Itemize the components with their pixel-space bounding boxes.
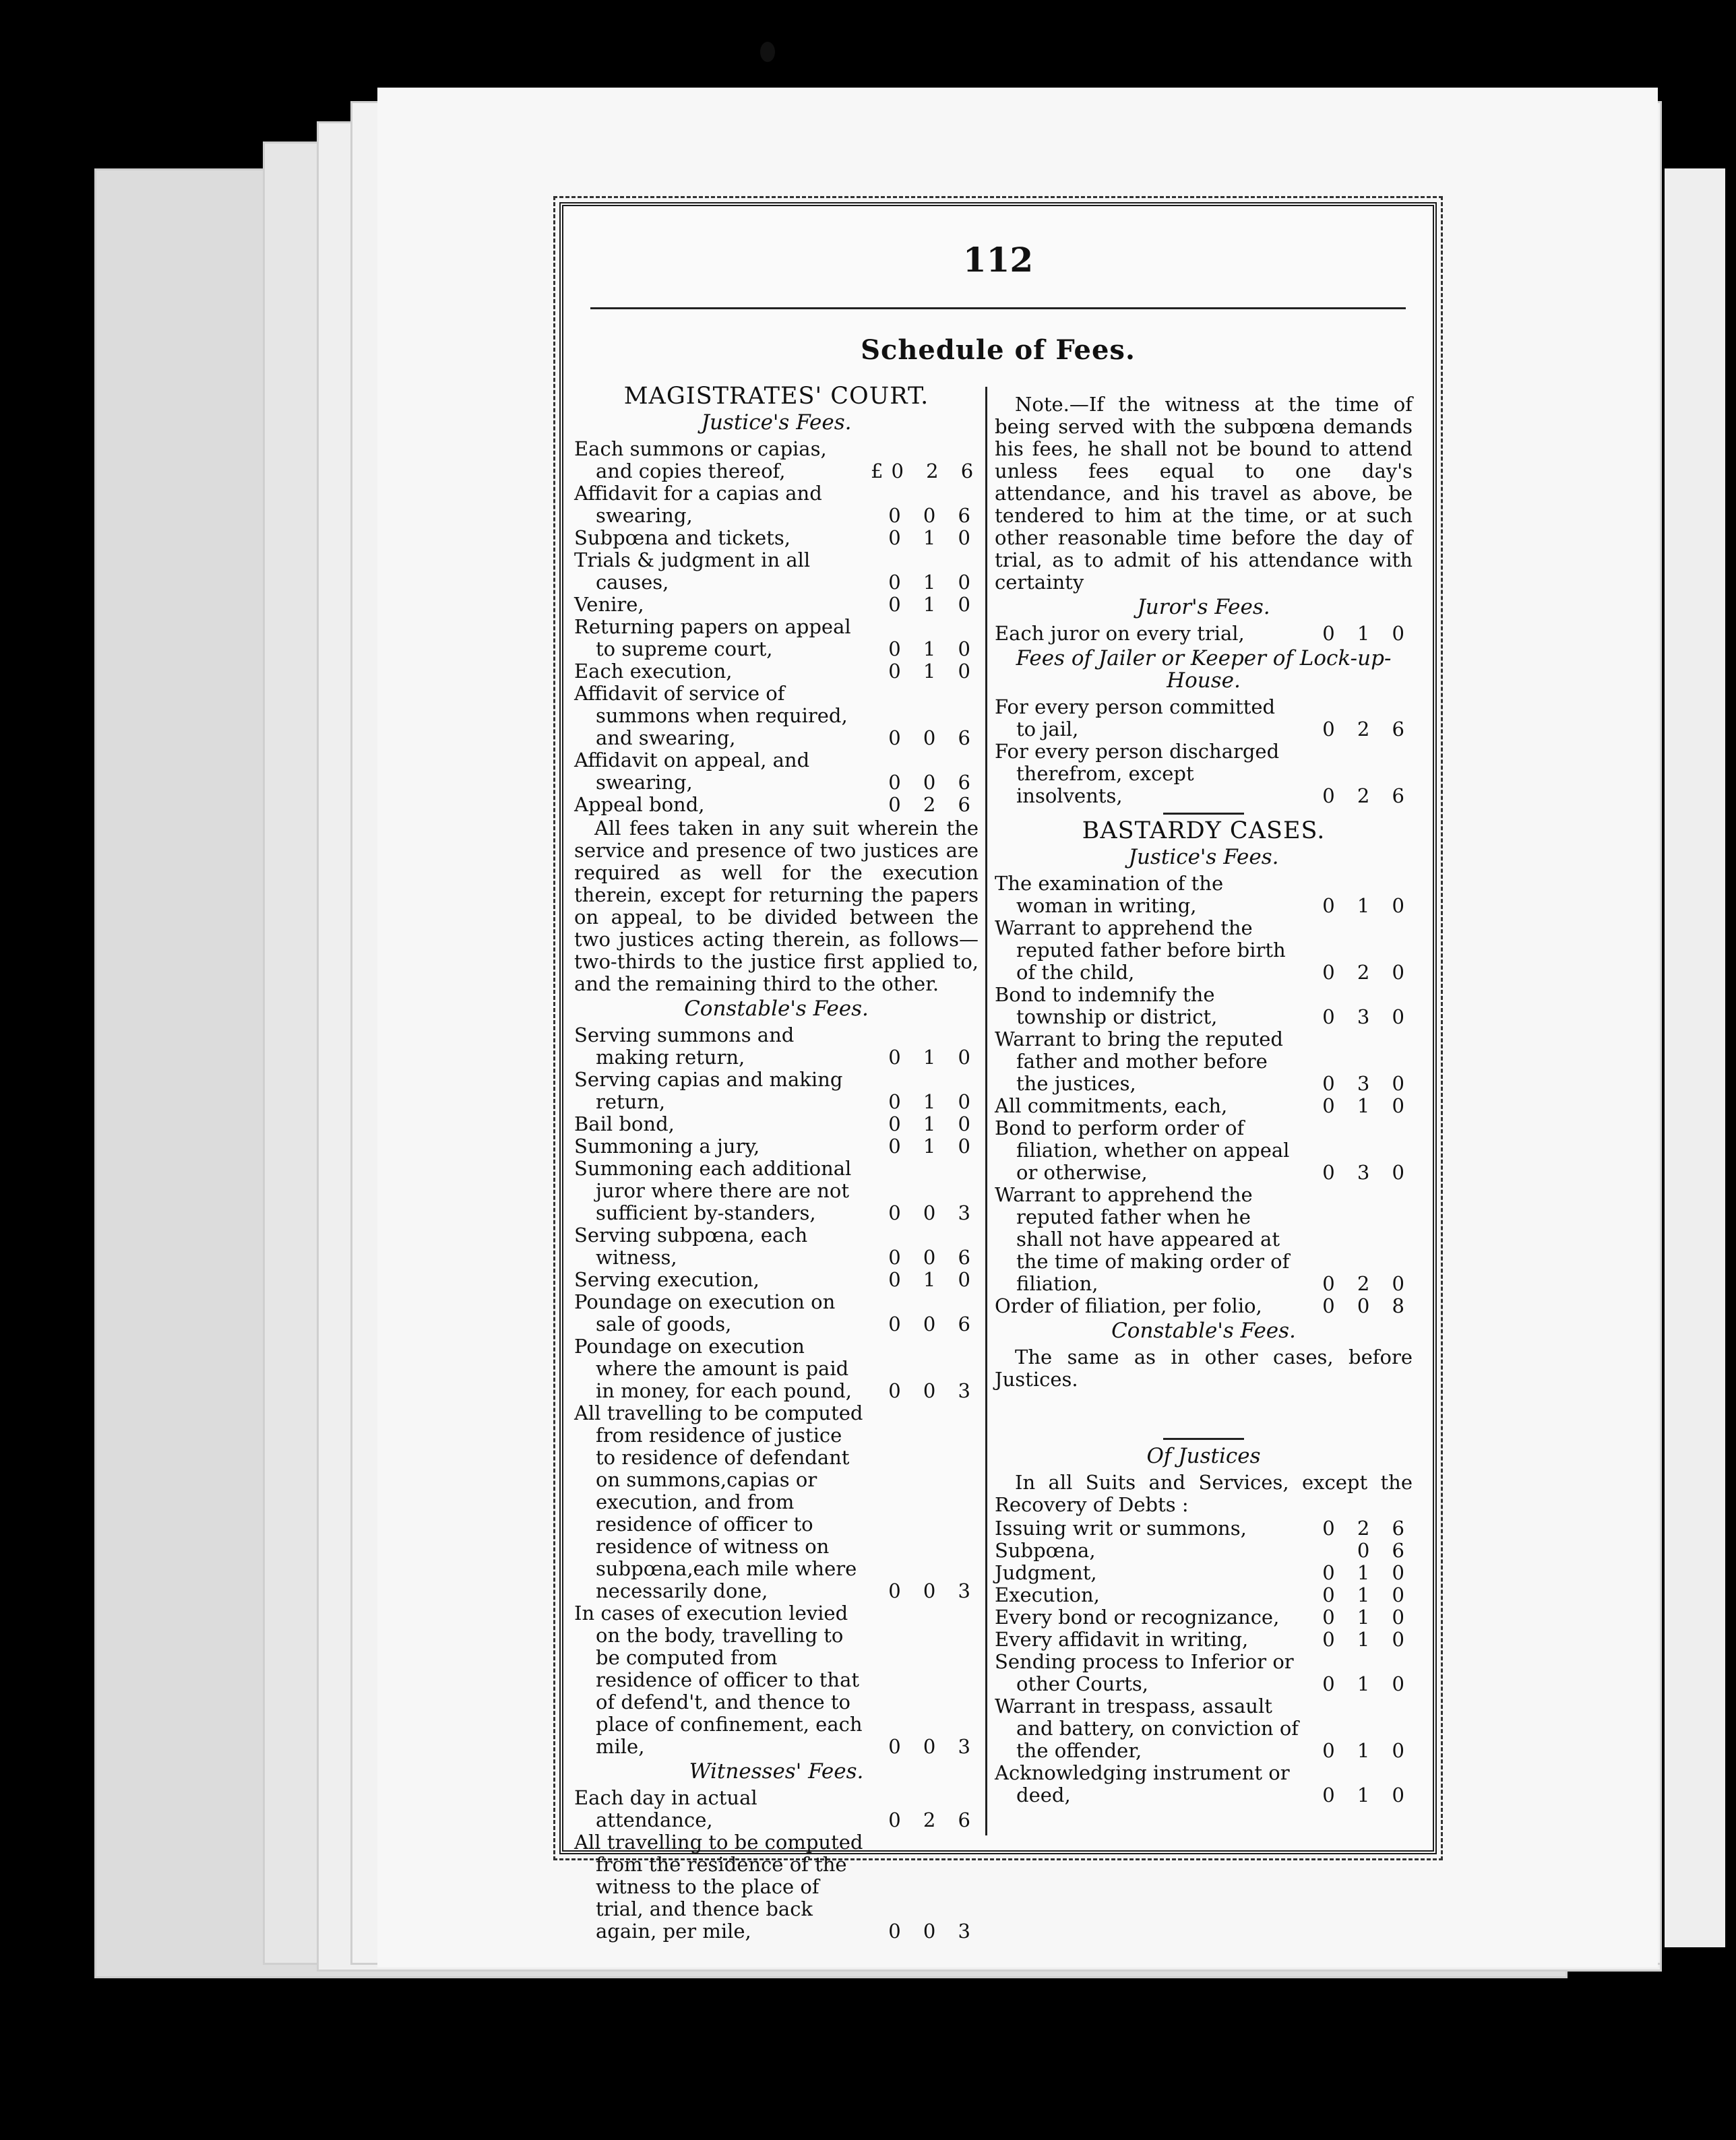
of-justices-intro: In all Suits and Services, except the Recovery of Debts : (995, 1471, 1413, 1516)
header-rule (590, 307, 1406, 309)
fee-description: In cases of execution levied on the body, travelling to be computed from residence of officer to that of defend't, and thence to place of confinement, each mile, (574, 1602, 863, 1758)
fee-amount: 0 1 0 (1322, 1628, 1413, 1651)
fee-amount: 0 2 6 (888, 1808, 979, 1831)
fee-amount: 0 1 0 (888, 1046, 979, 1069)
fee-amount: 0 0 6 (888, 771, 979, 794)
fee-amount: 0 1 0 (1322, 1672, 1413, 1695)
fee-row (574, 594, 979, 616)
fee-description: Serving summons and making return, (574, 1024, 795, 1069)
fee-amount: 0 6 (1357, 1539, 1413, 1562)
fee-row (574, 549, 979, 594)
fee-description: Venire, (574, 593, 644, 616)
fee-amount: 0 1 0 (888, 1135, 979, 1158)
fee-row (995, 984, 1413, 1028)
fee-amount: 0 0 3 (888, 1579, 979, 1602)
fee-description: Affidavit for a capias and swearing, (574, 482, 822, 527)
fee-amount: 0 1 0 (1322, 894, 1413, 917)
fee-description: Every bond or recognizance, (995, 1606, 1280, 1629)
bastardy-justice-heading: Justice's Fees. (1128, 845, 1279, 869)
fee-row (574, 1291, 979, 1335)
fee-amount: 0 2 0 (1322, 961, 1413, 984)
jailer-fees-heading: Fees of Jailer or Keeper of Lock-up-House. (1016, 646, 1392, 693)
fee-description: Poundage on execution on sale of goods, (574, 1290, 836, 1335)
constable-fees-list (574, 1024, 979, 1758)
fee-amount: 0 2 6 (1322, 718, 1413, 741)
fee-description: Bail bond, (574, 1112, 675, 1135)
fee-description: Warrant to bring the reputed father and mother before the justices, (995, 1028, 1283, 1095)
fee-row (574, 1787, 979, 1831)
fee-row (995, 917, 1413, 984)
fee-description: Acknowledging instrument or deed, (995, 1761, 1290, 1806)
fee-amount: 0 0 6 (888, 1313, 979, 1335)
fee-row (574, 1024, 979, 1069)
fee-description: Issuing writ or summons, (995, 1517, 1247, 1540)
fee-description: All travelling to be computed from the residence of the witness to the place of trial, and thence back again, per mile, (574, 1831, 863, 1943)
fee-row (574, 749, 979, 794)
fee-amount: 0 2 6 (1322, 1517, 1413, 1540)
fee-row (995, 1695, 1413, 1762)
fee-description: Subpœna, (995, 1539, 1096, 1562)
fee-description: Warrant to apprehend the reputed father when he shall not have appeared at the time of making order of filiation, (995, 1183, 1290, 1295)
justice-fees-heading: Justice's Fees. (701, 410, 852, 435)
fee-amount: 0 0 6 (888, 504, 979, 527)
fee-description: Order of filiation, per folio, (995, 1294, 1262, 1317)
fee-row (995, 623, 1413, 645)
fee-description: Appeal bond, (574, 793, 705, 816)
fee-description: The examination of the woman in writing, (995, 872, 1224, 917)
juror-fees-heading: Juror's Fees. (1137, 595, 1270, 619)
juror-fees-list (995, 623, 1413, 645)
fee-description: Every affidavit in writing, (995, 1628, 1249, 1651)
fee-amount: 0 0 3 (888, 1920, 979, 1943)
fee-row (574, 482, 979, 527)
fee-amount: 0 2 6 (1322, 784, 1413, 807)
fee-description: Each execution, (574, 660, 733, 683)
bastardy-fees-list (995, 873, 1413, 1317)
spacer (995, 1392, 1413, 1433)
fee-amount: 0 2 6 (888, 793, 979, 816)
fee-description: Execution, (995, 1583, 1100, 1606)
fee-description: Judgment, (995, 1561, 1097, 1584)
fee-row (574, 1135, 979, 1158)
specks (760, 42, 775, 62)
fee-amount: 0 0 6 (888, 1246, 979, 1269)
fee-row (995, 1028, 1413, 1095)
fee-row (574, 1069, 979, 1113)
fee-description: Returning papers on appeal to supreme court, (574, 615, 851, 660)
fee-row (574, 616, 979, 660)
fee-row (574, 683, 979, 749)
fee-row (995, 1562, 1413, 1584)
fee-description: All travelling to be computed from residence of justice to residence of defendant on summons,capias or execution, and from residence of officer to residence of witness on subpœna,each mile where necessarily done, (574, 1402, 863, 1602)
fee-amount: 0 0 3 (888, 1735, 979, 1758)
fee-row (574, 1269, 979, 1291)
right-column (995, 392, 1413, 1806)
fee-description: Summoning each additional juror where there are not sufficient by-standers, (574, 1157, 852, 1224)
fee-amount: 0 1 0 (888, 571, 979, 594)
fee-description: Affidavit on appeal, and swearing, (574, 749, 810, 794)
fee-description: Each summons or capias, and copies thereof, (574, 437, 827, 482)
of-justices-fees-list (995, 1517, 1413, 1806)
column-divider (985, 387, 987, 1835)
court-heading: MAGISTRATES' COURT. (623, 383, 929, 410)
fee-amount: 0 1 0 (888, 660, 979, 683)
fee-amount: £0 2 6 (871, 460, 982, 482)
left-column (574, 383, 982, 1943)
fee-description: Each day in actual attendance, (574, 1786, 757, 1831)
fee-row (995, 1517, 1413, 1540)
fee-amount: 0 1 0 (1322, 622, 1413, 645)
fee-row (574, 1113, 979, 1135)
fee-amount: 0 1 0 (888, 1268, 979, 1291)
fee-amount: 0 3 0 (1322, 1161, 1413, 1184)
fee-amount: 0 3 0 (1322, 1072, 1413, 1095)
fee-row (574, 1831, 979, 1943)
fee-description: Serving capias and making return, (574, 1068, 843, 1113)
fee-row (995, 1117, 1413, 1184)
fee-amount: 0 1 0 (1322, 1784, 1413, 1806)
fee-row (574, 1158, 979, 1224)
fee-row (995, 873, 1413, 917)
fee-row (995, 1606, 1413, 1629)
fee-row (574, 660, 979, 683)
page-number: 112 (962, 240, 1034, 280)
of-justices-heading: Of Justices (1146, 1444, 1261, 1468)
fee-amount: 0 1 0 (1322, 1606, 1413, 1629)
fee-row (574, 1602, 979, 1758)
bastardy-constable-heading: Constable's Fees. (1111, 1319, 1296, 1343)
fee-row (574, 1335, 979, 1402)
fee-description: Subpœna and tickets, (574, 526, 790, 549)
fee-row (995, 1762, 1413, 1806)
fee-amount: 0 0 3 (888, 1379, 979, 1402)
fee-amount: 0 0 8 (1322, 1294, 1413, 1317)
fee-description: Affidavit of service of summons when required, and swearing, (574, 682, 848, 749)
fee-amount: 0 1 0 (888, 1112, 979, 1135)
fee-amount: 0 3 0 (1322, 1005, 1413, 1028)
fee-amount: 0 0 3 (888, 1201, 979, 1224)
fee-row (574, 437, 982, 482)
fee-amount: 0 1 0 (888, 637, 979, 660)
fee-description: Bond to indemnify the township or district, (995, 983, 1218, 1028)
fee-row (574, 527, 979, 549)
fee-row (995, 1629, 1413, 1651)
witness-fees-heading: Witnesses' Fees. (689, 1759, 864, 1784)
fee-row (995, 1651, 1413, 1695)
fee-description: Summoning a jury, (574, 1135, 760, 1158)
fee-row (995, 696, 1413, 741)
fee-amount: 0 1 0 (888, 526, 979, 549)
fee-amount: 0 1 0 (888, 1090, 979, 1113)
justice-fees-note: All fees taken in any suit wherein the service and presence of two justices are required as well for the execution therein, except for returning the papers on appeal, to be divided between the two justices acting therein, as follows—two-thirds to the justice first applied to, and the remaining third to the other. (574, 817, 979, 995)
witness-note: Note.—If the witness at the time of being served with the subpœna demands his fees, he shall not be bound to attend unless fees equal to one day's attendance, and his travel as above, be tendered to him at the time, or at such other reasonable time before the day of trial, as to admit of his attendance with certainty (995, 393, 1413, 594)
fee-description: All commitments, each, (995, 1094, 1228, 1117)
bastardy-heading: BASTARDY CASES. (1082, 817, 1326, 844)
fee-description: Serving subpœna, each witness, (574, 1224, 808, 1269)
fee-amount: 0 1 0 (1322, 1561, 1413, 1584)
fee-description: For every person committed to jail, (995, 695, 1276, 741)
fee-row (995, 1095, 1413, 1117)
fee-row (574, 1224, 979, 1269)
fee-row (995, 1295, 1413, 1317)
fee-row (995, 1584, 1413, 1606)
fee-row (574, 1402, 979, 1602)
fee-row (995, 1184, 1413, 1295)
fee-description: Each juror on every trial, (995, 622, 1245, 645)
fee-amount: 0 1 0 (1322, 1094, 1413, 1117)
fee-description: Warrant in trespass, assault and battery, on conviction of the offender, (995, 1695, 1299, 1762)
fee-description: Bond to perform order of filiation, whether on appeal or otherwise, (995, 1116, 1290, 1184)
jailer-fees-list (995, 696, 1413, 807)
fee-row (995, 741, 1413, 807)
constable-fees-heading: Constable's Fees. (684, 997, 869, 1021)
fee-description: For every person discharged therefrom, except insolvents, (995, 740, 1280, 807)
ornamental-frame (559, 202, 1437, 1943)
fee-description: Warrant to apprehend the reputed father before birth of the child, (995, 916, 1286, 984)
justice-fees-list (574, 437, 982, 816)
fee-description: Sending process to Inferior or other Courts, (995, 1650, 1294, 1695)
witness-fees-list (574, 1787, 979, 1943)
fee-row (995, 1540, 1413, 1562)
fee-description: Serving execution, (574, 1268, 760, 1291)
fee-description: Poundage on execution where the amount is paid in money, for each pound, (574, 1335, 852, 1402)
fee-description: Trials & judgment in all causes, (574, 548, 811, 594)
fee-amount: 0 0 6 (888, 726, 979, 749)
section-rule-2 (1163, 1438, 1244, 1440)
page-title: Schedule of Fees. (861, 334, 1136, 366)
fee-amount: 0 1 0 (1322, 1583, 1413, 1606)
section-rule (1163, 813, 1244, 815)
fee-amount: 0 1 0 (1322, 1739, 1413, 1762)
bastardy-constable-note: The same as in other cases, before Justices. (995, 1346, 1413, 1391)
fee-amount: 0 1 0 (888, 593, 979, 616)
fee-amount: 0 2 0 (1322, 1272, 1413, 1295)
adjacent-page-edge (1665, 168, 1725, 1947)
fee-row (574, 794, 979, 816)
